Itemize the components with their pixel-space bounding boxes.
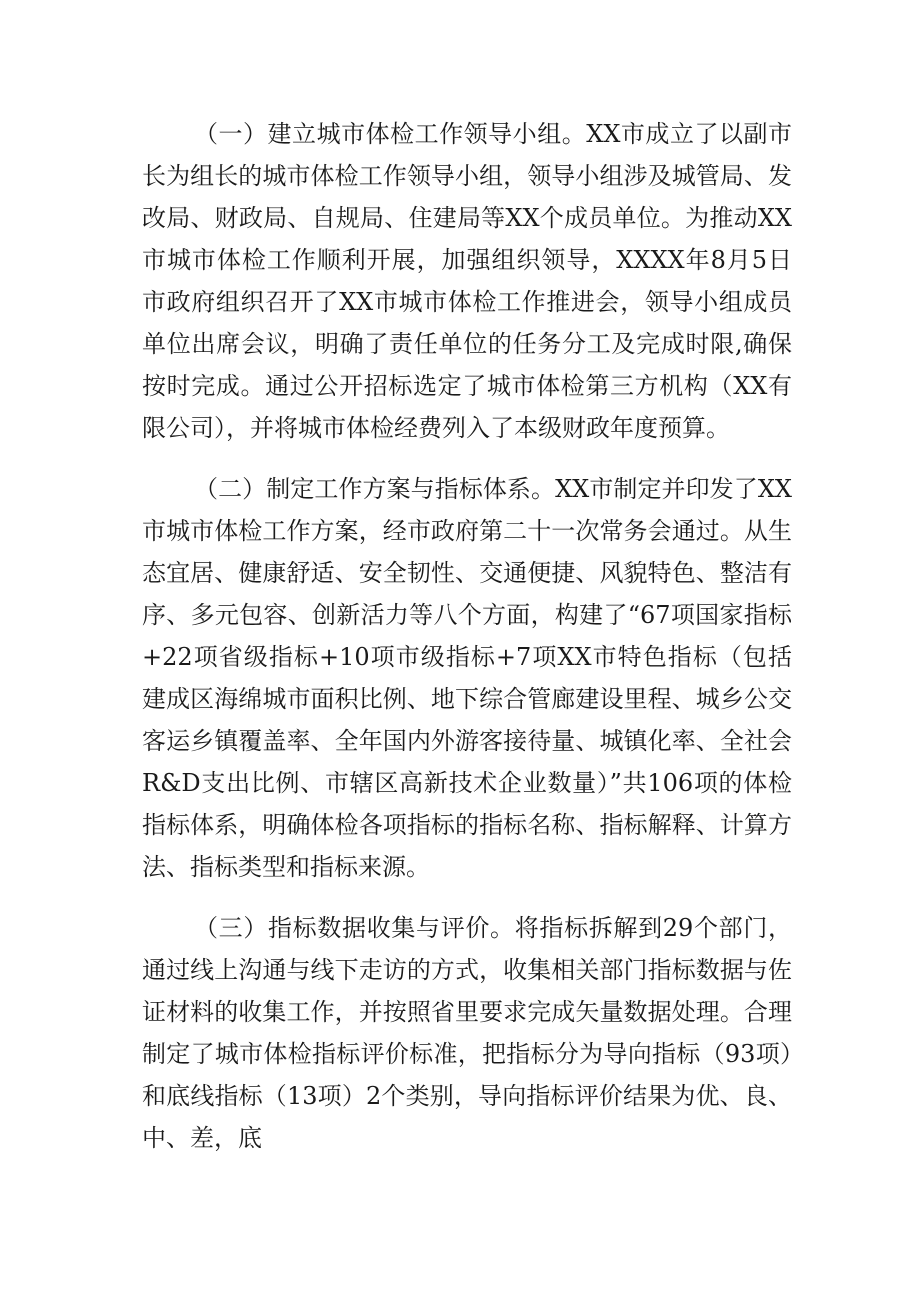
paragraph-data-collection: （三）指标数据收集与评价。将指标拆解到29个部门，通过线上沟通与线下走访的方式，收集相关部门指标数据与佐证材料的收集工作，并按照省里要求完成矢量数据处理。合理制定了城市体检指标评价标准，把指标分为导向指标（93项）和底线指标（13项）2个类别，导向指标评价结果为优、良、中、差，底 — [142, 914, 792, 1152]
document-body — [142, 113, 792, 1159]
paragraph-work-plan: （二）制定工作方案与指标体系。XX市制定并印发了XX市城市体检工作方案，经市政府第二十一次常务会通过。从生态宜居、健康舒适、安全韧性、交通便捷、风貌特色、整洁有序、多元包容、创新活力等八个方面，构建了“67项国家指标+22项省级指标+10项市级指标+7项XX市特色指标（包括建成区海绵城市面积比例、地下综合管廊建设里程、城乡公交客运乡镇覆盖率、全年国内外游客接待量、城镇化率、全社会R&D支出比例、市辖区高新技术企业数量）”共106项的体检指标体系，明确体检各项指标的指标名称、指标解释、计算方法、指标类型和指标来源。 — [142, 475, 792, 881]
paragraph-leading-group: （一）建立城市体检工作领导小组。XX市成立了以副市长为组长的城市体检工作领导小组，领导小组涉及城管局、发改局、财政局、自规局、住建局等XX个成员单位。为推动XX市城市体检工作顺利开展，加强组织领导，XXXX年8月5日市政府组织召开了XX市城市体检工作推进会，领导小组成员单位出席会议，明确了责任单位的任务分工及完成时限,确保按时完成。通过公开招标选定了城市体检第三方机构（XX有限公司），并将城市体检经费列入了本级财政年度预算。 — [142, 120, 792, 442]
